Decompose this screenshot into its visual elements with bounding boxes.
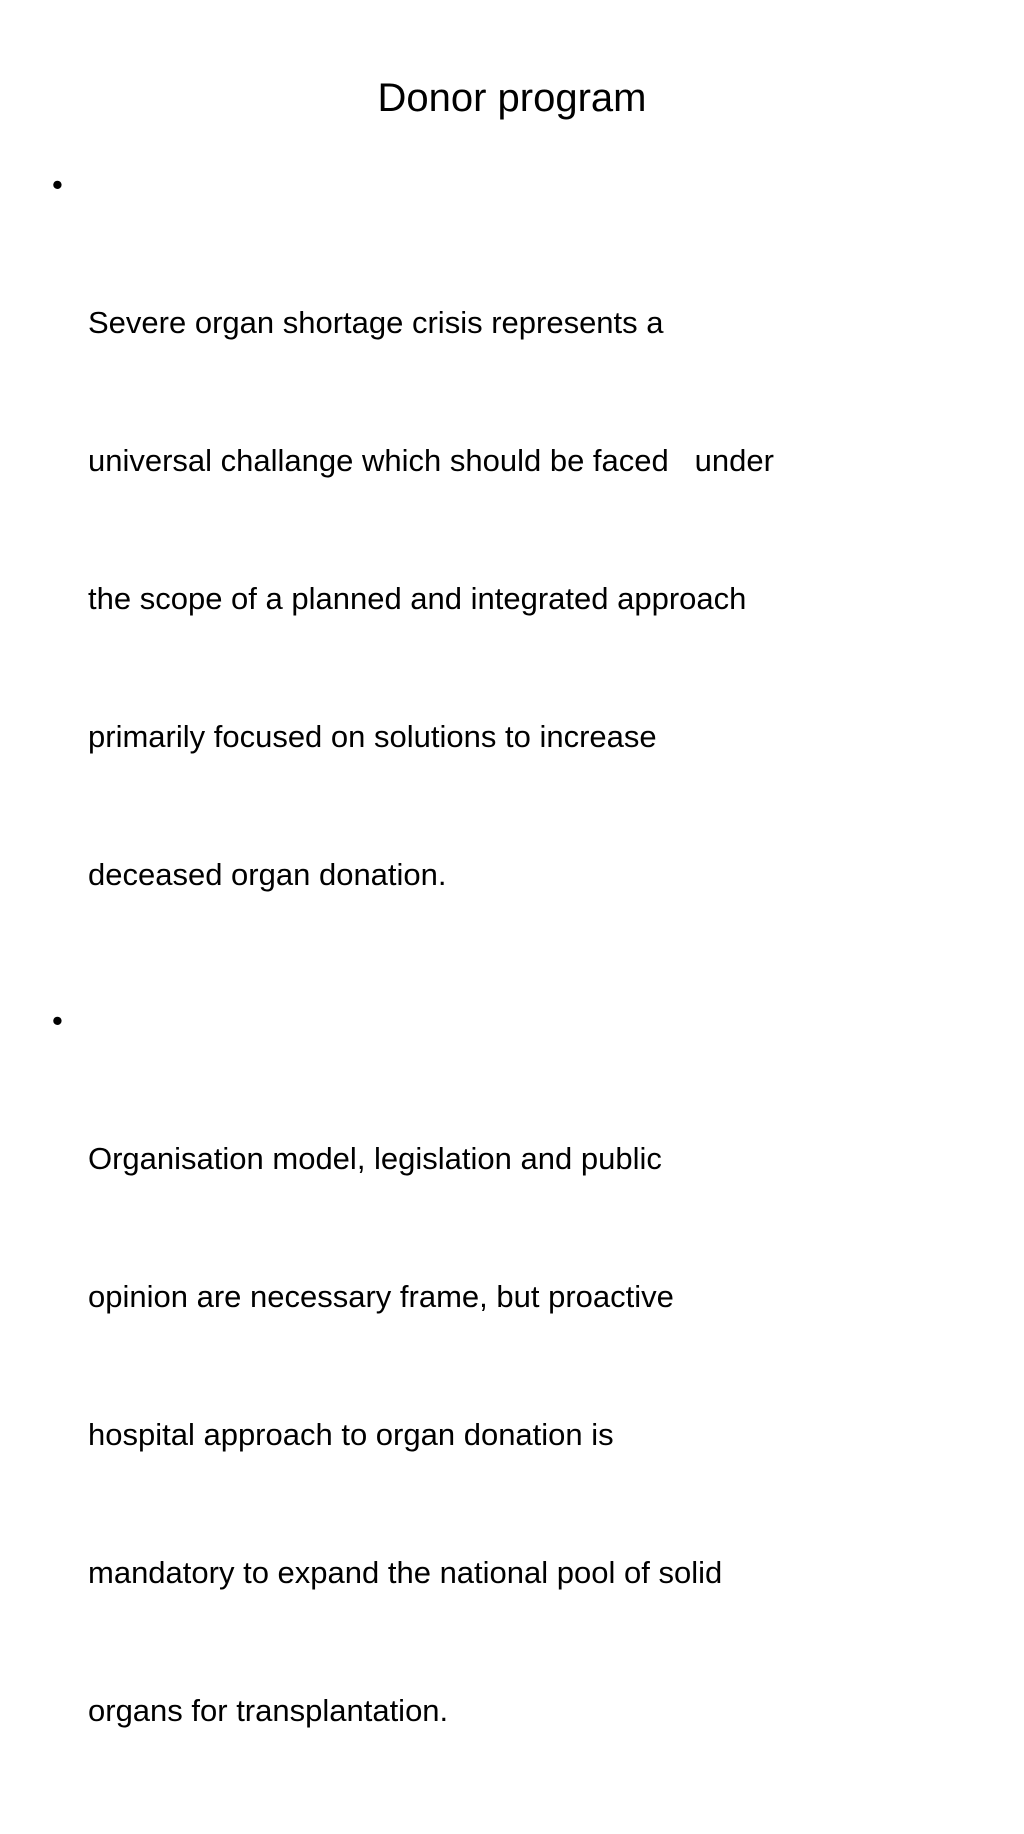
bullet-list [50,162,950,1834]
bullet-text-line: organs for transplantation. [88,1693,449,1728]
bullet-text-line: universal challange which should be faced under [88,443,774,478]
slide-title: Donor program [377,76,647,120]
bullet-text-line: primarily focused on solutions to increase [88,719,657,754]
bullet-item-organisation-model [50,998,950,1826]
bullet-text-line: Severe organ shortage crisis represents a [88,305,664,340]
bullet-text-line: opinion are necessary frame, but proactive [88,1279,674,1314]
bullet-item-organ-shortage [50,162,950,990]
bullet-text-line: the scope of a planned and integrated approach [88,581,747,616]
bullet-text-line: Organisation model, legislation and public [88,1141,662,1176]
bullet-icon: • [52,1003,63,1038]
bullet-text-line: mandatory to expand the national pool of solid [88,1555,723,1590]
bullet-text-line: deceased organ donation. [88,857,447,892]
bullet-text-line: hospital approach to organ donation is [88,1417,614,1452]
bullet-icon: • [52,167,63,202]
